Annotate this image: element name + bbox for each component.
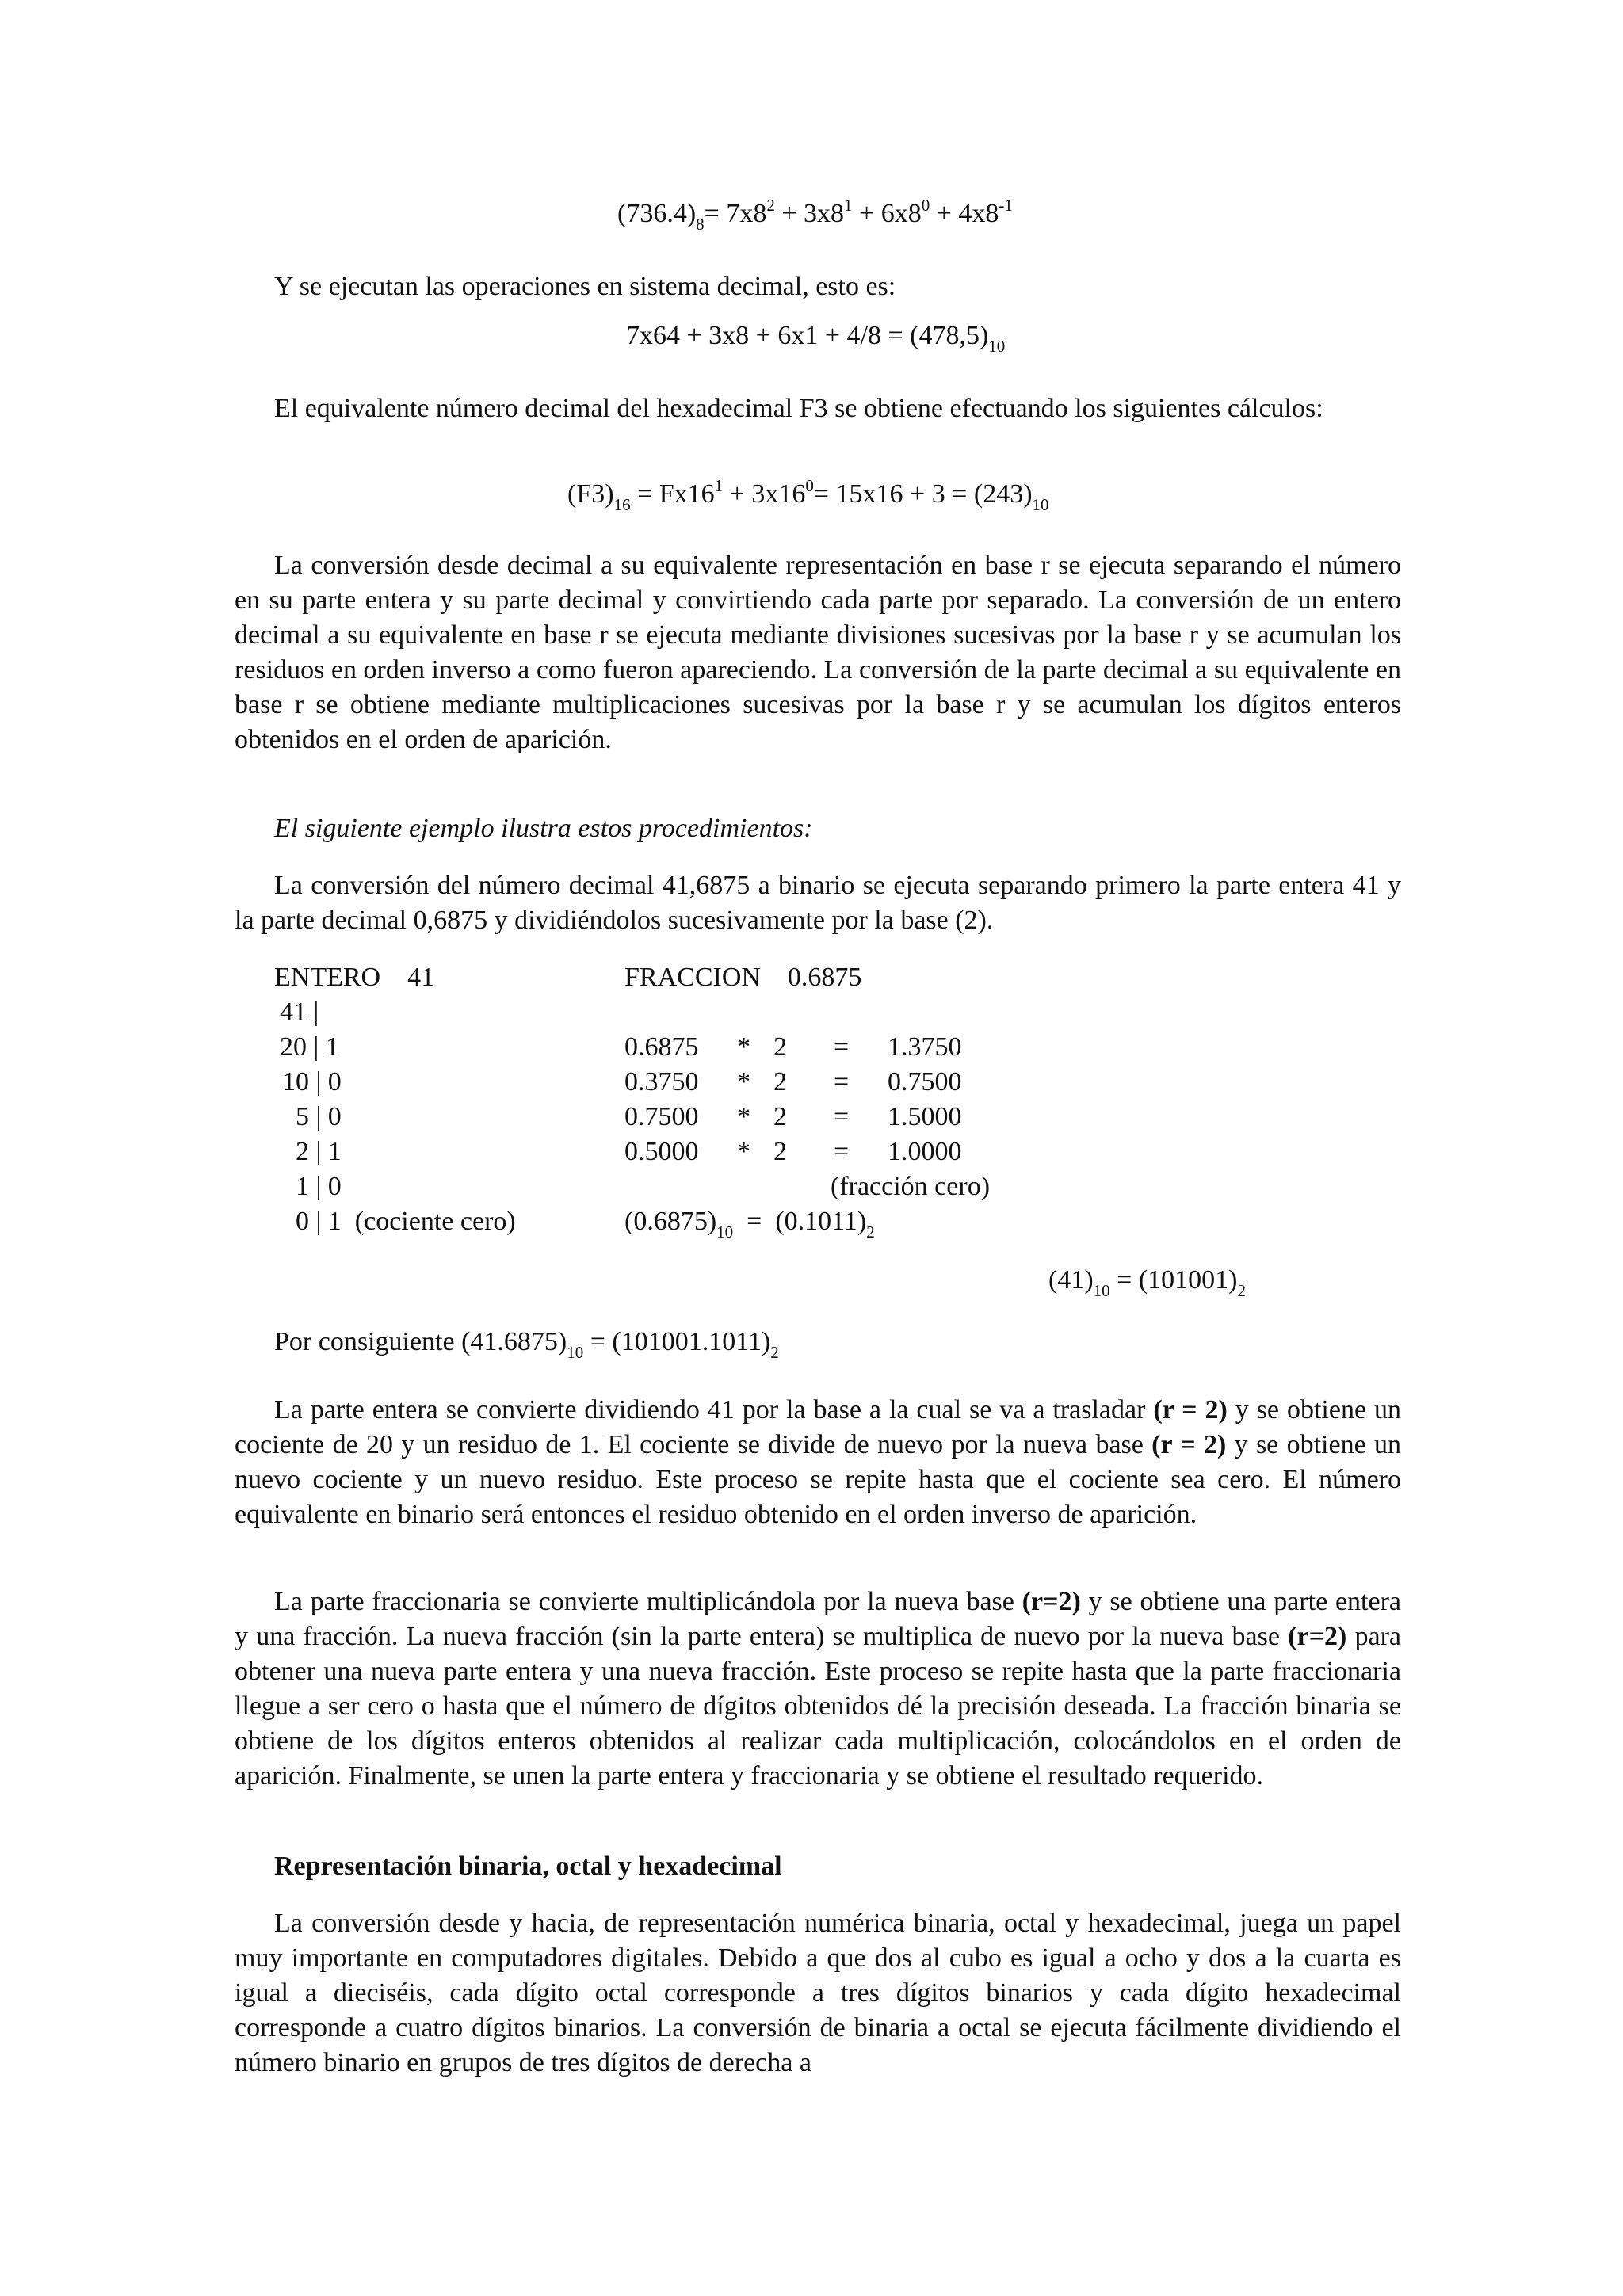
p7-text-a: La parte fraccionaria se convierte multiplicándola por la nueva base bbox=[274, 1587, 1022, 1616]
p7-bold-1: (r=2) bbox=[1022, 1587, 1081, 1616]
paragraph-hex-equivalent bbox=[235, 391, 1401, 426]
paragraph-operations-intro: Y se ejecutan las operaciones en sistema decimal, esto es: bbox=[274, 272, 896, 301]
frac-result-lhs-base: 10 bbox=[716, 1222, 734, 1241]
eq3-lhs: (F3) bbox=[567, 479, 614, 509]
conclusion-text: Por consiguiente (41.6875) bbox=[274, 1327, 567, 1356]
frac-result-rhs-base: 2 bbox=[866, 1222, 875, 1241]
equation-decimal-sum bbox=[626, 318, 1006, 356]
integer-result bbox=[1048, 1263, 1246, 1298]
p3-text: La conversión desde decimal a su equivalente representación en base r se ejecuta separando el número en su parte entera y su parte decimal y convirtiendo cada parte por separado. La conversión de un entero decimal a su equivalente en base r se ejecuta mediante divisiones sucesivas por la base r y se acumulan los residuos en orden inverso a como fueron apareciendo. La conversión de la parte decimal a su equivalente en base r se obtiene mediante multiplicaciones sucesivas por la base r y se acumulan los dígitos enteros obtenidos en el orden de aparición. bbox=[235, 551, 1401, 754]
equation-hex-expansion bbox=[567, 477, 1049, 512]
eq1-exp4: -1 bbox=[999, 196, 1013, 215]
division-row: 41 | bbox=[280, 997, 319, 1027]
p5-text: La conversión del número decimal 41,6875 a binario se ejecuta separando primero la parte entera 41 y la parte decimal 0,6875 y dividiéndolos sucesivamente por la base (2). bbox=[235, 871, 1401, 935]
frac-result-lhs: (0.6875) bbox=[624, 1207, 717, 1236]
eq1-lhs-base: 8 bbox=[696, 215, 705, 234]
p7-text-d: para obtener una nueva parte entera y una nueva fracción. Este proceso se repite hasta que la parte fraccionaria llegue a ser cero o hasta que el número de dígitos obtenidos dé la precisión deseada. La fracción binaria se obtiene de los dígitos enteros obtenidos al realizar cada multiplicación, colocándolos en el orden de aparición. Finalmente, se unen la parte entera y fraccionaria y se obtiene el resultado requerido. bbox=[235, 1622, 1401, 1791]
p7-bold-2: (r=2) bbox=[1288, 1622, 1347, 1651]
paragraph-example-description bbox=[235, 868, 1401, 938]
mult-operator: * bbox=[737, 1067, 750, 1097]
eq3-exp1: 1 bbox=[714, 476, 724, 495]
eq2-base: 10 bbox=[988, 337, 1006, 356]
eq3-exp2: 0 bbox=[805, 476, 814, 495]
division-row: 10 | 0 bbox=[282, 1067, 342, 1097]
p6-bold-1: (r = 2) bbox=[1153, 1395, 1228, 1425]
division-row: 0 | 1 (cociente cero) bbox=[296, 1207, 516, 1236]
int-result-rhs-base: 2 bbox=[1237, 1281, 1246, 1300]
division-row: 2 | 1 bbox=[296, 1137, 342, 1166]
mult-operand: 0.7500 bbox=[624, 1102, 699, 1131]
division-row: 20 | 1 bbox=[280, 1032, 339, 1062]
eq3-term2: + 3x16 bbox=[723, 479, 806, 509]
mult-base: 2 bbox=[773, 1032, 787, 1062]
mult-base: 2 bbox=[773, 1137, 787, 1166]
equation-octal-expansion bbox=[617, 196, 1013, 234]
p6-text-d: y se obtiene un nuevo cociente y un nuevo residuo. Este proceso se repite hasta que el cociente sea cero. El número equivalente en binario será entonces el residuo obtenido en el orden inverso de aparición. bbox=[235, 1430, 1401, 1529]
conclusion-base2: 2 bbox=[770, 1343, 779, 1362]
eq1-term3: + 6x8 bbox=[852, 199, 922, 228]
integer-header: ENTERO 41 bbox=[274, 963, 435, 992]
mult-operator: * bbox=[737, 1102, 750, 1131]
mult-operand: 0.5000 bbox=[624, 1137, 699, 1166]
fraction-result bbox=[624, 1204, 875, 1239]
paragraph-conversion-method bbox=[235, 548, 1401, 757]
conclusion-line bbox=[274, 1325, 779, 1360]
p2-text: El equivalente número decimal del hexadecimal F3 se obtiene efectuando los siguientes cálculos: bbox=[274, 394, 1323, 423]
mult-result: 1.5000 bbox=[888, 1102, 962, 1131]
mult-equals: = bbox=[834, 1137, 850, 1166]
fraction-header: FRACCION 0.6875 bbox=[624, 963, 862, 992]
mult-operand: 0.3750 bbox=[624, 1067, 699, 1097]
p8-text: La conversión desde y hacia, de representación numérica binaria, octal y hexadecimal, juega un papel muy importante en computadores digitales. Debido a que dos al cubo es igual a ocho y dos a la cuarta es igual a dieciséis, cada dígito octal corresponde a tres dígitos binarios y cada dígito hexadecimal corresponde a cuatro dígitos binarios. La conversión de binaria a octal se ejecuta fácilmente dividiendo el número binario en grupos de tres dígitos de derecha a bbox=[235, 1909, 1401, 2077]
eq3-term3: = 15x16 + 3 = (243) bbox=[813, 479, 1033, 509]
eq1-exp2: 1 bbox=[844, 196, 853, 215]
p6-text-c: y se obtiene un cociente de 20 y un residuo de 1. El cociente se divide de nuevo por la nueva base bbox=[235, 1395, 1401, 1459]
section-heading: Representación binaria, octal y hexadecimal bbox=[274, 1852, 782, 1881]
mult-equals: = bbox=[834, 1102, 850, 1131]
eq1-term2: + 3x8 bbox=[774, 199, 845, 228]
mult-result: 1.0000 bbox=[888, 1137, 962, 1166]
paragraph-binary-octal-hex bbox=[235, 1906, 1401, 2081]
division-row: 5 | 0 bbox=[296, 1102, 342, 1131]
eq1-exp1: 2 bbox=[766, 196, 775, 215]
mult-base: 2 bbox=[773, 1067, 787, 1097]
mult-base: 2 bbox=[773, 1102, 787, 1131]
p6-bold-2: (r = 2) bbox=[1151, 1430, 1227, 1459]
eq2-text: 7x64 + 3x8 + 6x1 + 4/8 = (478,5) bbox=[626, 321, 989, 350]
int-result-lhs: (41) bbox=[1048, 1265, 1094, 1295]
frac-result-rhs: = (0.1011) bbox=[733, 1207, 867, 1236]
eq3-rhs-base: 10 bbox=[1032, 495, 1049, 514]
fraction-zero-note: (fracción cero) bbox=[831, 1172, 991, 1201]
paragraph-fraction-part bbox=[235, 1585, 1401, 1794]
mult-operator: * bbox=[737, 1032, 750, 1062]
eq1-exp3: 0 bbox=[921, 196, 930, 215]
conclusion-base1: 10 bbox=[567, 1343, 584, 1362]
mult-result: 1.3750 bbox=[888, 1032, 962, 1062]
mult-equals: = bbox=[834, 1032, 850, 1062]
mult-operand: 0.6875 bbox=[624, 1032, 699, 1062]
eq3-lhs-base: 16 bbox=[613, 495, 631, 514]
p7-text-c: y se obtiene una parte entera y una fracción. La nueva fracción (sin la parte entera) se multiplica de nuevo por la nueva base bbox=[235, 1587, 1401, 1651]
p6-text-a: La parte entera se convierte dividiendo 41 por la base a la cual se va a trasladar bbox=[274, 1395, 1154, 1425]
mult-operator: * bbox=[737, 1137, 750, 1166]
mult-equals: = bbox=[834, 1067, 850, 1097]
conclusion-result: = (101001.1011) bbox=[583, 1327, 771, 1356]
eq1-term4: + 4x8 bbox=[930, 199, 999, 228]
int-result-lhs-base: 10 bbox=[1093, 1281, 1110, 1300]
eq1-lhs: (736.4) bbox=[617, 199, 697, 228]
mult-result: 0.7500 bbox=[888, 1067, 962, 1097]
division-row: 1 | 0 bbox=[296, 1172, 342, 1201]
eq1-term1: = 7x8 bbox=[704, 199, 767, 228]
int-result-rhs: = (101001) bbox=[1109, 1265, 1238, 1295]
paragraph-example-intro bbox=[274, 811, 813, 846]
eq3-term1: = Fx16 bbox=[630, 479, 715, 509]
p4-text: El siguiente ejemplo ilustra estos procedimientos: bbox=[274, 814, 813, 843]
paragraph-integer-part bbox=[235, 1393, 1401, 1532]
